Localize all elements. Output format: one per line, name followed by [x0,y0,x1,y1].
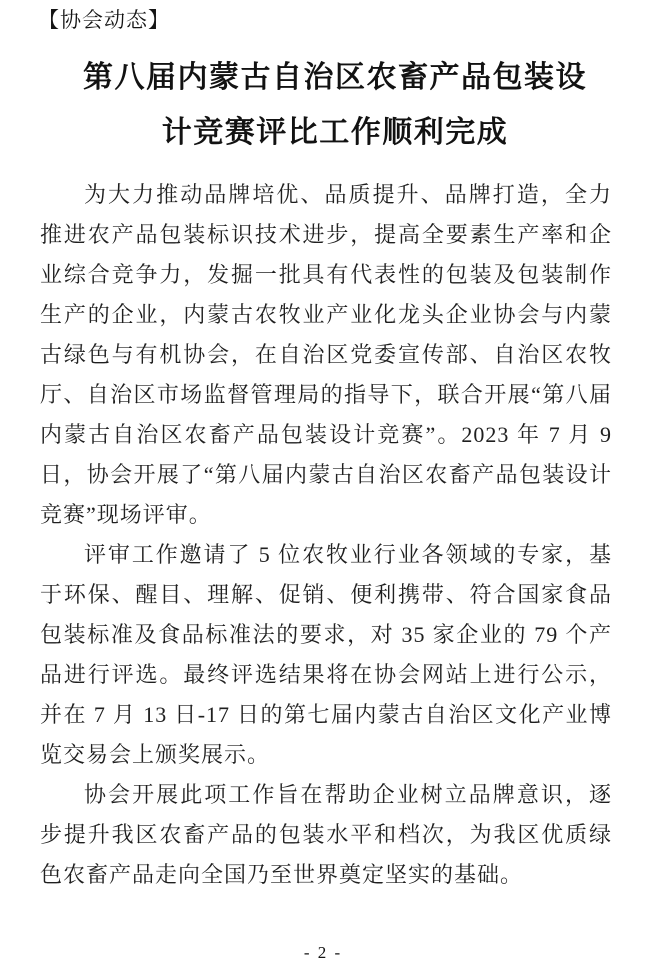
page-number: - 2 - [303,943,343,962]
article-body [40,175,612,895]
article-title-line-2: 计竞赛评比工作顺利完成 [161,116,509,149]
article-title-line-1: 第八届内蒙古自治区农畜产品包装设 [83,61,587,94]
article-title [0,50,646,160]
paragraph: 为大力推动品牌培优、品质提升、品牌打造，全力推进农产品包装标识技术进步，提高全要素生产率和企业综合竞争力，发掘一批具有代表性的包装及包装制作生产的企业，内蒙古农牧业产业化龙头企业协会与内蒙古绿色与有机协会，在自治区党委宣传部、自治区农牧厅、自治区市场监督管理局的指导下，联合开展“第八届内蒙古自治区农畜产品包装设计竞赛”。2023 年 7 月 9 日，协会开展了“第八届内蒙古自治区农畜产品包装设计竞赛”现场评审。 [40,182,612,527]
paragraph: 协会开展此项工作旨在帮助企业树立品牌意识，逐步提升我区农畜产品的包装水平和档次，为我区优质绿色农畜产品走向全国乃至世界奠定坚实的基础。 [40,782,612,887]
paragraph: 评审工作邀请了 5 位农牧业行业各领域的专家，基于环保、醒目、理解、促销、便利携带、符合国家食品包装标准及食品标准法的要求，对 35 家企业的 79 个产品进行评选。最终评选结果将在协会网站上进行公示，并在 7 月 13 日-17 日的第七届内蒙古自治区文化产业博览交易会上颁奖展示。 [40,542,612,767]
section-header: 【协会动态】 [38,9,170,32]
